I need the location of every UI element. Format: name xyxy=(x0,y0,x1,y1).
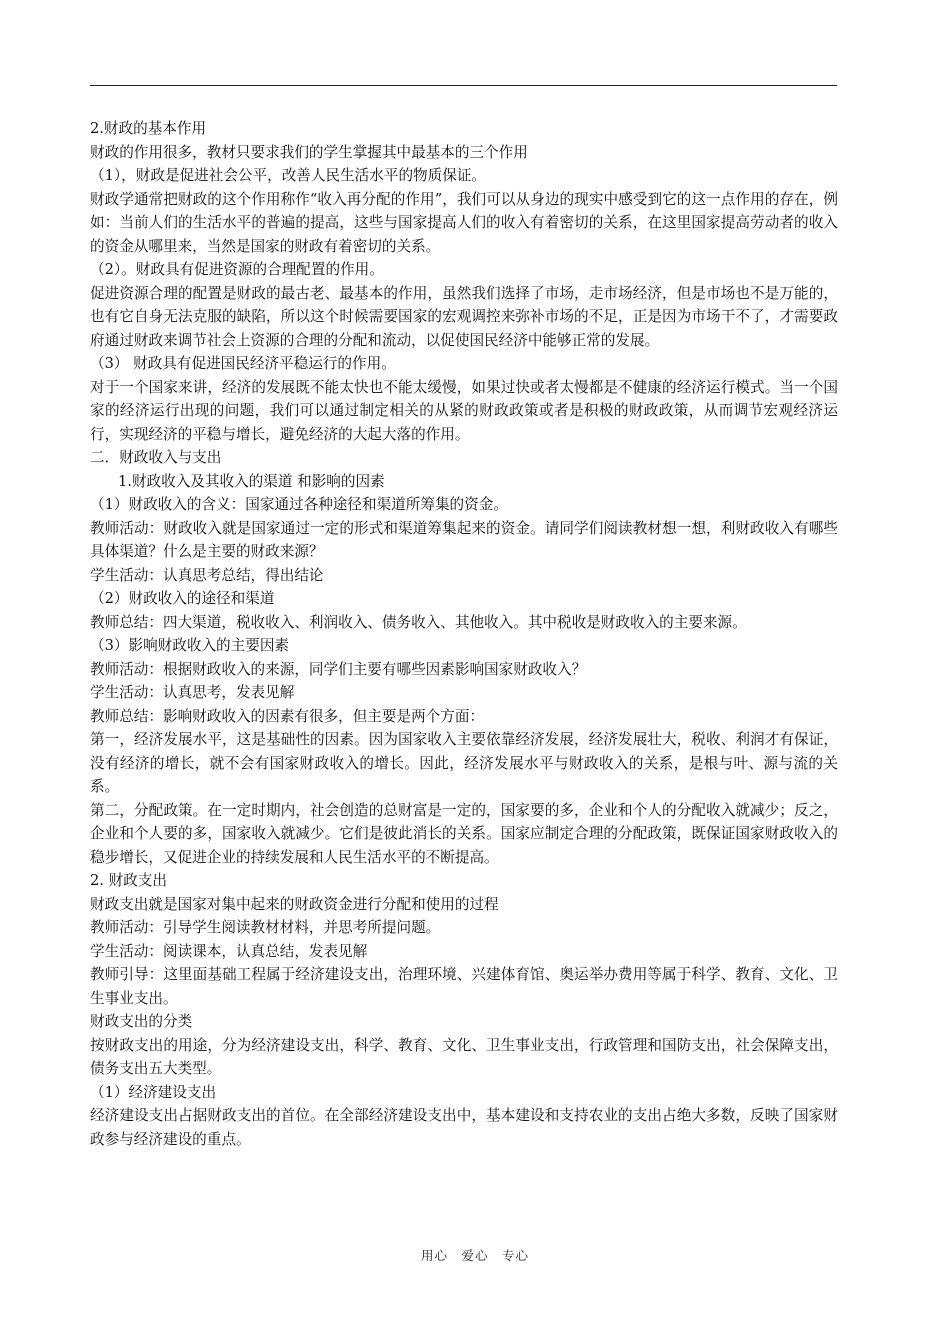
subheading: （1）经济建设支出 xyxy=(90,1083,217,1101)
subheading: （3） 财政具有促进国民经济平稳运行的作用。 xyxy=(90,355,396,372)
subheading: （3）影响财政收入的主要因素 xyxy=(90,637,290,654)
paragraph: 教师活动：引导学生阅读教材材料，并思考所提问题。 xyxy=(90,919,441,936)
paragraph: 学生活动：认真思考总结，得出结论 xyxy=(90,566,324,584)
document-body xyxy=(90,117,838,1151)
subheading: （1），财政是促进社会公平，改善人民生活水平的物质保证。 xyxy=(90,167,487,184)
paragraph: 学生活动：阅读课本，认真总结，发表见解 xyxy=(90,942,368,960)
paragraph: 教师总结：影响财政收入的因素有很多，但主要是两个方面： xyxy=(90,707,485,725)
paragraph: 对于一个国家来讲，经济的发展既不能太快也不能太缓慢，如果过快或者太慢都是不健康的经济运行模式。当一个国家的经济运行出现的问题，我们可以通过制定相关的从紧的财政政策或者是积极的财政政策，从而调节宏观经济运行，实现经济的平稳与增长，避免经济的大起大落的作用。 xyxy=(90,378,838,443)
paragraph: 财政学通常把财政的这个作用称作“收入再分配的作用”，我们可以从身边的现实中感受到它的这一点作用的存在，例如：当前人们的生活水平的普遍的提高，这些与国家提高人们的收入有着密切的关系，在这里国家提高劳动者的收入的资金从哪里来，当然是国家的财政有着密切的关系。 xyxy=(90,190,838,255)
paragraph: 教师活动：财政收入就是国家通过一定的形式和渠道筹集起来的资金。请同学们阅读教材想一想，利财政收入有哪些具体渠道？什么是主要的财政来源？ xyxy=(90,519,838,560)
paragraph: 教师活动：根据财政收入的来源，同学们主要有哪些因素影响国家财政收入？ xyxy=(90,660,587,678)
subheading: （1）财政收入的含义：国家通过各种途径和渠道所筹集的资金。 xyxy=(90,496,508,513)
paragraph: 学生活动：认真思考，发表见解 xyxy=(90,684,295,701)
paragraph: 第二，分配政策。在一定时期内，社会创造的总财富是一定的，国家要的多，企业和个人的分配收入就减少；反之，企业和个人要的多，国家收入就减少。它们是彼此消长的关系。国家应制定合理的分配政策，既保证国家财政收入的稳步增长，又促进企业的持续发展和人民生活水平的不断提高。 xyxy=(90,801,838,866)
paragraph: 教师总结：四大渠道，税收收入、利润收入、债务收入、其他收入。其中税收是财政收入的主要来源。 xyxy=(90,613,747,631)
section-heading: 二．财政收入与支出 xyxy=(90,449,222,466)
page-footer: 用心 爱心 专心 xyxy=(420,1248,529,1263)
subheading: （2）。财政具有促进资源的合理配置的作用。 xyxy=(90,261,384,278)
section-heading: 1.财政收入及其收入的渠道 和影响的因素 xyxy=(118,472,385,490)
subheading: （2）财政收入的途径和渠道 xyxy=(90,590,275,607)
paragraph: 财政支出就是国家对集中起来的财政资金进行分配和使用的过程 xyxy=(90,895,499,913)
paragraph: 第一，经济发展水平，这是基础性的因素。因为国家收入主要依靠经济发展，经济发展壮大，税收、利润才有保证，没有经济的增长，就不会有国家财政收入的增长。因此，经济发展水平与财政收入的关系，是根与叶、源与流的关系。 xyxy=(90,731,838,795)
section-heading: 2.财政的基本作用 xyxy=(90,120,207,137)
paragraph: 经济建设支出占据财政支出的首位。在全部经济建设支出中，基本建设和支持农业的支出占绝大多数，反映了国家财政参与经济建设的重点。 xyxy=(90,1107,838,1148)
paragraph: 促进资源合理的配置是财政的最古老、最基本的作用，虽然我们选择了市场，走市场经济，但是市场也不是万能的，也有它自身无法克服的缺陷，所以这个时候需要国家的宏观调控来弥补市场的不足，正是因为市场干不了，才需要政府通过财政来调节社会上资源的合理的分配和流动，以促使国民经济中能够正常的发展。 xyxy=(90,284,838,349)
header-rule xyxy=(90,85,837,86)
paragraph: 教师引导：这里面基础工程属于经济建设支出，治理环境、兴建体育馆、奥运举办费用等属于科学、教育、文化、卫生事业支出。 xyxy=(90,966,838,1007)
section-heading: 2. 财政支出 xyxy=(90,872,167,889)
paragraph: 财政的作用很多，教材只要求我们的学生掌握其中最基本的三个作用 xyxy=(90,143,528,161)
paragraph: 按财政支出的用途，分为经济建设支出，科学、教育、文化、卫生事业支出，行政管理和国防支出，社会保障支出，债务支出五大类型。 xyxy=(90,1036,838,1077)
subheading: 财政支出的分类 xyxy=(90,1013,193,1030)
